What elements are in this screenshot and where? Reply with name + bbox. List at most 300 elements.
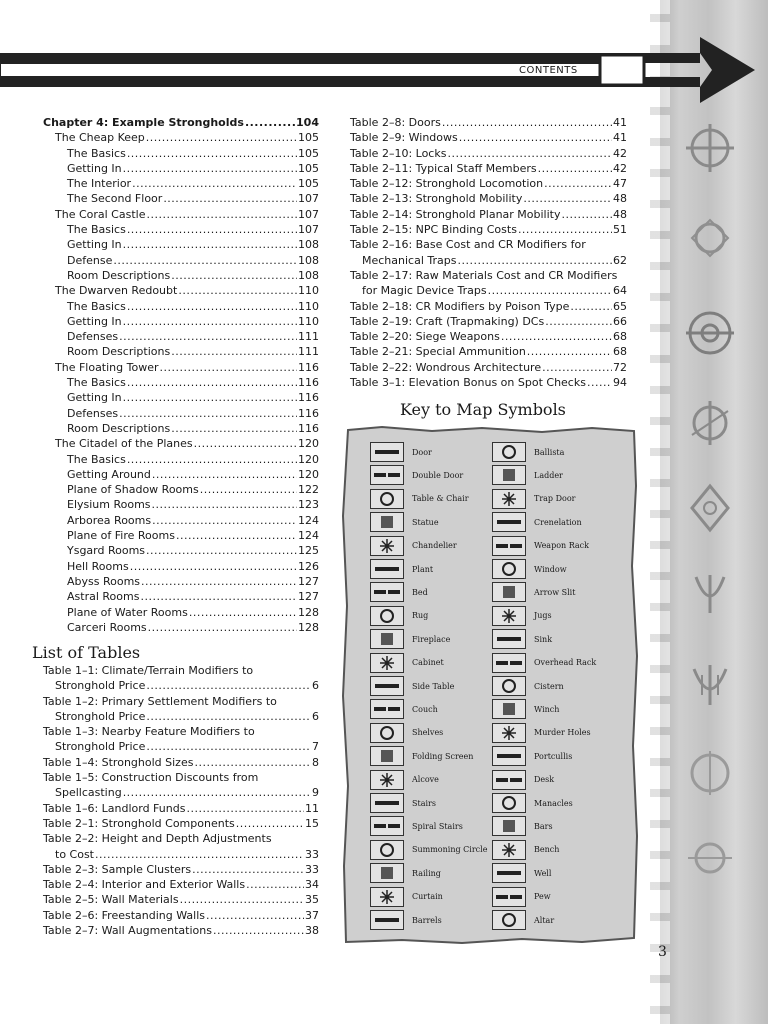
- map-symbol-entry: [370, 863, 441, 883]
- rune-icon: [682, 210, 738, 266]
- toc-entry[interactable]: [43, 375, 319, 390]
- toc-entry[interactable]: [43, 739, 319, 754]
- map-symbol-label: Spiral Stairs: [412, 821, 463, 831]
- leader-dots: [176, 528, 297, 543]
- map-symbol-entry: [370, 442, 432, 462]
- leader-dots: [447, 146, 612, 161]
- toc-entry[interactable]: [43, 589, 319, 604]
- toc-entry-title: Table 2–6: Freestanding Walls: [43, 908, 205, 922]
- rune-icon: [682, 655, 738, 711]
- leader-dots: [587, 375, 612, 390]
- toc-entry-title: Table 2–3: Sample Clusters: [43, 862, 192, 876]
- toc-entry-title: The Citadel of the Planes: [55, 437, 193, 451]
- toc-entry[interactable]: [43, 785, 319, 800]
- toc-entry-title: Table 2–15: NPC Binding Costs: [350, 223, 517, 237]
- list-of-tables-title: List of Tables: [32, 643, 141, 662]
- toc-entry[interactable]: [43, 329, 319, 344]
- toc-entry-page: 38: [305, 924, 319, 938]
- map-symbol-entry: [370, 723, 443, 743]
- toc-entry-page: 72: [613, 360, 627, 374]
- leader-dots: [192, 862, 304, 877]
- map-symbol-label: Altar: [534, 915, 555, 925]
- toc-entry[interactable]: [350, 283, 627, 298]
- table-entry-title: Table 2–16: Base Cost and CR Modifiers for: [350, 238, 586, 252]
- tables-list-col2: [350, 115, 627, 390]
- map-symbol-label: Jugs: [534, 611, 552, 621]
- toc-entry-page: 111: [298, 345, 319, 359]
- map-symbol-label: Couch: [412, 704, 438, 714]
- map-symbol-label: Ballista: [534, 447, 565, 457]
- toc-entry-title: Getting In: [67, 238, 122, 252]
- map-symbol-entry: [492, 629, 552, 649]
- map-symbol-entry: [492, 676, 564, 696]
- leader-dots: [171, 421, 297, 436]
- map-symbol-label: Crenelation: [534, 517, 582, 527]
- toc-entry-page: 41: [613, 131, 627, 145]
- toc-entry-page: 51: [613, 223, 627, 237]
- map-symbol-icon: [492, 465, 526, 485]
- toc-entry[interactable]: [350, 176, 627, 191]
- toc-entry[interactable]: [43, 207, 319, 222]
- toc-entry[interactable]: [350, 253, 627, 268]
- toc-entry-title: Table 2–4: Interior and Exterior Walls: [43, 878, 246, 892]
- toc-entry-title: Room Descriptions: [67, 421, 171, 435]
- map-symbol-icon: [492, 582, 526, 602]
- toc-entry-page: 116: [298, 376, 319, 390]
- toc-entry-title: Table 2–7: Wall Augmentations: [43, 924, 212, 938]
- leader-dots: [146, 130, 297, 145]
- toc-entry-page: 107: [298, 207, 319, 221]
- map-symbol-label: Bars: [534, 821, 553, 831]
- map-symbol-icon: [370, 465, 404, 485]
- toc-entry-page: 94: [613, 376, 627, 390]
- map-symbol-label: Curtain: [412, 892, 443, 902]
- toc-entry[interactable]: [350, 207, 627, 222]
- leader-dots: [152, 513, 297, 528]
- toc-entry-title: Plane of Fire Rooms: [67, 529, 175, 543]
- map-symbol-entry: [492, 559, 567, 579]
- map-symbol-entry: [370, 793, 436, 813]
- toc-entry-page: 127: [298, 574, 319, 588]
- leader-dots: [186, 801, 304, 816]
- map-symbol-entry: [370, 770, 439, 790]
- map-symbol-icon: [370, 887, 404, 907]
- map-symbol-entry: [492, 793, 573, 813]
- toc-entry[interactable]: [43, 862, 319, 877]
- table-entry-title: Table 1–1: Climate/Terrain Modifiers to: [43, 664, 254, 677]
- map-symbol-entry: [370, 816, 463, 836]
- map-symbol-entry: [492, 489, 575, 509]
- toc-entry-title: Getting In: [67, 314, 122, 328]
- leader-dots: [123, 314, 297, 329]
- header-arrow-bar: [0, 35, 760, 105]
- toc-entry-page: 104: [296, 116, 319, 129]
- toc-entry-page: 105: [298, 131, 319, 145]
- toc-entry[interactable]: [43, 847, 319, 862]
- toc-entry-page: 116: [298, 421, 319, 435]
- toc-entry[interactable]: [350, 329, 627, 344]
- map-symbol-label: Arrow Slit: [534, 587, 576, 597]
- toc-entry-page: 64: [613, 284, 627, 298]
- leader-dots: [163, 191, 297, 206]
- toc-entry-page: 127: [298, 590, 319, 604]
- toc-entry-title: Getting In: [67, 391, 122, 405]
- toc-entry-title: The Cheap Keep: [55, 131, 145, 145]
- toc-entry[interactable]: [43, 605, 319, 620]
- toc-entry-page: 33: [305, 862, 319, 876]
- toc-entry[interactable]: [43, 543, 319, 558]
- toc-entry-page: 6: [312, 679, 319, 693]
- toc-entry[interactable]: [350, 360, 627, 375]
- map-symbol-label: Pew: [534, 892, 551, 902]
- toc-entry[interactable]: [43, 268, 319, 283]
- map-symbol-icon: [492, 629, 526, 649]
- toc-entry[interactable]: [43, 482, 319, 497]
- toc-entry[interactable]: [350, 191, 627, 206]
- toc-entry[interactable]: [43, 314, 319, 329]
- toc-entry-title: The Dwarven Redoubt: [55, 284, 178, 298]
- toc-entry[interactable]: [43, 344, 319, 359]
- leader-dots: [488, 283, 612, 298]
- map-symbol-label: Bench: [534, 845, 560, 855]
- map-symbol-label: Side Table: [412, 681, 455, 691]
- map-symbol-label: Fireplace: [412, 634, 451, 644]
- leader-dots: [127, 146, 297, 161]
- toc-entry-page: 108: [298, 238, 319, 252]
- toc-entry[interactable]: [43, 467, 319, 482]
- table-entry-title: Table 1–2: Primary Settlement Modifiers to: [43, 694, 277, 708]
- toc-entry-title: Table 3–1: Elevation Bonus on Spot Checks: [350, 376, 586, 390]
- toc-entry-title: Abyss Rooms: [67, 574, 141, 588]
- toc-entry-page: 6: [312, 709, 319, 723]
- map-symbol-entry: [370, 910, 442, 930]
- toc-entry-title: The Second Floor: [67, 192, 163, 206]
- toc-entry[interactable]: [350, 344, 627, 359]
- toc-entry[interactable]: [43, 755, 319, 770]
- map-symbol-label: Shelves: [412, 728, 444, 738]
- map-symbol-icon: [370, 489, 404, 509]
- map-symbol-entry: [492, 512, 582, 532]
- toc-entry-page: 110: [298, 314, 319, 328]
- toc-entry[interactable]: [43, 191, 319, 206]
- toc-entry-page: 107: [298, 192, 319, 206]
- toc-entry[interactable]: [350, 222, 627, 237]
- toc-entry-page: 128: [298, 620, 319, 634]
- toc-entry[interactable]: [43, 877, 319, 892]
- toc-entry-page: 66: [613, 314, 627, 328]
- toc-entry-title: Mechanical Traps: [362, 253, 457, 267]
- header-label: CONTENTS: [519, 65, 578, 76]
- toc-entry-page: 124: [298, 529, 319, 543]
- toc-entry[interactable]: [43, 816, 319, 831]
- toc-entry[interactable]: [43, 452, 319, 467]
- toc-entry-title: Spellcasting: [55, 786, 122, 800]
- leader-dots: [442, 115, 612, 130]
- map-symbol-entry: [370, 840, 487, 860]
- table-entry-title: Table 2–2: Height and Depth Adjustments: [43, 832, 272, 846]
- map-symbol-entry: [492, 536, 589, 556]
- map-symbol-entry: [370, 489, 469, 509]
- toc-entry-page: 116: [298, 360, 319, 374]
- toc-entry-title: Table 1–4: Stronghold Sizes: [43, 755, 194, 769]
- toc-entry-title: Elysium Rooms: [67, 498, 151, 512]
- leader-dots: [148, 620, 297, 635]
- map-symbol-label: Rug: [412, 611, 429, 621]
- toc-entry-title: Table 1–6: Landlord Funds: [43, 801, 186, 815]
- toc-entry-title: The Basics: [67, 376, 126, 390]
- leader-dots: [538, 161, 612, 176]
- toc-entry-title: Table 2–8: Doors: [350, 116, 441, 129]
- toc-entry-page: 120: [298, 437, 319, 451]
- toc-entry-page: 35: [305, 893, 319, 907]
- toc-entry[interactable]: [43, 146, 319, 161]
- toc-entry-page: 62: [613, 253, 627, 267]
- map-symbol-entry: [492, 653, 596, 673]
- toc-entry-title: Stronghold Price: [55, 679, 146, 693]
- map-symbol-entry: [370, 676, 454, 696]
- toc-entry[interactable]: [43, 222, 319, 237]
- toc-entry[interactable]: [43, 161, 319, 176]
- toc-entry[interactable]: [350, 375, 627, 390]
- toc-entry[interactable]: [43, 497, 319, 512]
- map-symbol-label: Barrels: [412, 915, 442, 925]
- leader-dots: [523, 191, 612, 206]
- toc-entry-page: 68: [613, 330, 627, 344]
- leader-dots: [570, 299, 612, 314]
- map-symbol-icon: [370, 863, 404, 883]
- toc-entry-page: 48: [613, 207, 627, 221]
- toc-entry-title: Carceri Rooms: [67, 620, 147, 634]
- map-symbol-entry: [492, 699, 559, 719]
- toc-entry[interactable]: [43, 574, 319, 589]
- map-symbol-icon: [492, 863, 526, 883]
- map-symbol-entry: [370, 887, 443, 907]
- toc-entry-title: Table 2–13: Stronghold Mobility: [350, 192, 523, 206]
- map-symbol-label: Ladder: [534, 470, 563, 480]
- rune-icon: [682, 480, 738, 536]
- leader-dots: [146, 709, 311, 724]
- toc-entry[interactable]: [350, 115, 627, 130]
- leader-dots: [171, 268, 297, 283]
- toc-entry-page: 110: [298, 284, 319, 298]
- toc-entry[interactable]: [43, 513, 319, 528]
- map-symbol-icon: [492, 746, 526, 766]
- map-symbol-icon: [492, 699, 526, 719]
- leader-dots: [459, 130, 612, 145]
- map-symbol-label: Summoning Circle: [412, 845, 488, 855]
- toc-entry[interactable]: [43, 237, 319, 252]
- leader-dots: [123, 390, 297, 405]
- map-symbol-icon: [492, 910, 526, 930]
- page-number: 3: [658, 944, 667, 960]
- toc-entry[interactable]: [43, 299, 319, 314]
- toc-entry[interactable]: [43, 923, 319, 938]
- toc-entry-title: Defense: [67, 253, 113, 267]
- toc-entry-title: The Basics: [67, 146, 126, 160]
- toc-entry[interactable]: [43, 360, 319, 375]
- toc-entry-title: The Basics: [67, 452, 126, 466]
- map-symbol-label: Plant: [412, 564, 434, 574]
- map-symbol-label: Desk: [534, 775, 555, 785]
- toc-entry-title: Table 2–14: Stronghold Planar Mobility: [350, 207, 561, 221]
- toc-entry-title: The Floating Tower: [55, 360, 159, 374]
- map-symbol-label: Railing: [412, 868, 441, 878]
- toc-entry-list: [43, 130, 319, 635]
- toc-entry[interactable]: [350, 161, 627, 176]
- toc-entry-title: Room Descriptions: [67, 268, 171, 282]
- toc-entry-page: 105: [298, 161, 319, 175]
- map-symbol-icon: [370, 559, 404, 579]
- toc-entry[interactable]: [43, 176, 319, 191]
- map-symbol-icon: [492, 489, 526, 509]
- toc-entry[interactable]: [43, 421, 319, 436]
- leader-dots: [246, 877, 304, 892]
- map-symbol-label: Winch: [534, 704, 560, 714]
- map-symbol-icon: [370, 793, 404, 813]
- map-symbol-label: Weapon Rack: [534, 541, 590, 551]
- map-symbol-label: Chandelier: [412, 541, 457, 551]
- toc-entry-title: Table 2–11: Typical Staff Members: [350, 161, 537, 175]
- map-symbol-entry: [492, 606, 552, 626]
- toc-entry-page: 128: [298, 605, 319, 619]
- key-title: Key to Map Symbols: [400, 400, 566, 419]
- toc-entry[interactable]: [43, 283, 319, 298]
- toc-entry-title: Arborea Rooms: [67, 513, 152, 527]
- leader-dots: [200, 482, 297, 497]
- leader-dots: [152, 497, 297, 512]
- leader-dots: [194, 755, 311, 770]
- toc-entry[interactable]: [350, 299, 627, 314]
- map-symbol-entry: [370, 582, 428, 602]
- toc-entry[interactable]: [43, 908, 319, 923]
- toc-entry[interactable]: [43, 620, 319, 635]
- toc-entry-title: Astral Rooms: [67, 590, 140, 604]
- map-symbol-label: Trap Door: [534, 494, 576, 504]
- leader-dots: [206, 908, 304, 923]
- toc-entry[interactable]: [43, 436, 319, 451]
- table-entry-title: Table 1–3: Nearby Feature Modifiers to: [43, 725, 255, 739]
- toc-entry[interactable]: [350, 314, 627, 329]
- map-symbol-entry: [492, 840, 559, 860]
- toc-entry-page: 37: [305, 908, 319, 922]
- map-symbol-icon: [492, 442, 526, 462]
- map-symbol-icon: [370, 512, 404, 532]
- toc-entry-page: 48: [613, 192, 627, 206]
- toc-entry[interactable]: [43, 678, 319, 693]
- leader-dots: [140, 589, 297, 604]
- toc-entry-page: 108: [298, 268, 319, 282]
- leader-dots: [127, 299, 297, 314]
- toc-entry[interactable]: [43, 390, 319, 405]
- leader-dots: [123, 161, 297, 176]
- leader-dots: [152, 467, 297, 482]
- toc-entry-title: Table 2–10: Locks: [350, 146, 447, 160]
- toc-entry-title: for Magic Device Traps: [362, 284, 487, 298]
- toc-entry[interactable]: [43, 892, 319, 907]
- toc-entry-title: The Interior: [67, 177, 132, 191]
- toc-entry[interactable]: [350, 146, 627, 161]
- map-symbol-icon: [370, 676, 404, 696]
- map-symbol-icon: [492, 723, 526, 743]
- toc-entry[interactable]: [43, 130, 319, 145]
- toc-entry[interactable]: [43, 709, 319, 724]
- leader-dots: [189, 605, 297, 620]
- map-symbol-label: Cabinet: [412, 658, 444, 668]
- toc-entry-title: Hell Rooms: [67, 559, 129, 573]
- toc-entry-title: Room Descriptions: [67, 345, 171, 359]
- toc-entry[interactable]: [350, 130, 627, 145]
- map-symbol-icon: [370, 536, 404, 556]
- toc-chapter-entry[interactable]: [43, 115, 319, 130]
- map-symbol-icon: [370, 746, 404, 766]
- map-symbol-entry: [492, 746, 572, 766]
- toc-entry[interactable]: [43, 528, 319, 543]
- map-symbol-icon: [370, 770, 404, 790]
- map-symbol-icon: [492, 536, 526, 556]
- rune-icon: [682, 120, 738, 176]
- toc-entry-title: Getting In: [67, 161, 122, 175]
- leader-dots: [518, 222, 612, 237]
- toc-entry-page: 108: [298, 253, 319, 267]
- leader-dots: [127, 375, 297, 390]
- map-symbol-icon: [370, 699, 404, 719]
- toc-entry-page: 9: [312, 786, 319, 800]
- map-symbol-entry: [492, 465, 563, 485]
- toc-entry-title: to Cost: [55, 847, 94, 861]
- toc-entry-title: Table 2–22: Wondrous Architecture: [350, 360, 542, 374]
- map-symbol-icon: [370, 606, 404, 626]
- toc-entry-page: 124: [298, 513, 319, 527]
- toc-entry-page: 120: [298, 467, 319, 481]
- map-symbol-icon: [370, 840, 404, 860]
- toc-entry[interactable]: [43, 559, 319, 574]
- map-symbol-entry: [370, 699, 438, 719]
- toc-entry-title: Defenses: [67, 406, 119, 420]
- map-symbol-label: Alcove: [412, 775, 439, 785]
- map-symbol-label: Stairs: [412, 798, 436, 808]
- map-symbol-label: Portcullis: [534, 751, 573, 761]
- map-symbol-icon: [492, 840, 526, 860]
- rune-icon: [682, 305, 738, 361]
- toc-entry[interactable]: [43, 253, 319, 268]
- leader-dots: [132, 176, 297, 191]
- map-symbol-entry: [370, 559, 433, 579]
- map-symbol-icon: [492, 887, 526, 907]
- torn-edge: [650, 0, 670, 1024]
- toc-entry-page: 116: [298, 391, 319, 405]
- toc-entry-title: Table 2–5: Wall Materials: [43, 893, 179, 907]
- map-symbol-entry: [492, 582, 575, 602]
- map-symbol-entry: [492, 816, 553, 836]
- toc-entry-page: 105: [298, 146, 319, 160]
- toc-entry-page: 65: [613, 299, 627, 313]
- toc-entry-title: Table 2–18: CR Modifiers by Poison Type: [350, 299, 570, 313]
- toc-entry[interactable]: [43, 801, 319, 816]
- leader-dots: [501, 329, 612, 344]
- toc-entry-title: The Basics: [67, 223, 126, 237]
- leader-dots: [457, 253, 612, 268]
- leader-dots: [146, 678, 311, 693]
- toc-entry-page: 110: [298, 299, 319, 313]
- toc-entry-page: 42: [613, 146, 627, 160]
- map-symbol-label: Cistern: [534, 681, 564, 691]
- map-symbol-entry: [370, 465, 463, 485]
- toc-entry-title: Table 2–19: Craft (Trapmaking) DCs: [350, 314, 545, 328]
- toc-entry-page: 68: [613, 345, 627, 359]
- map-symbol-entry: [370, 629, 450, 649]
- leader-dots: [146, 207, 297, 222]
- toc-entry[interactable]: [43, 406, 319, 421]
